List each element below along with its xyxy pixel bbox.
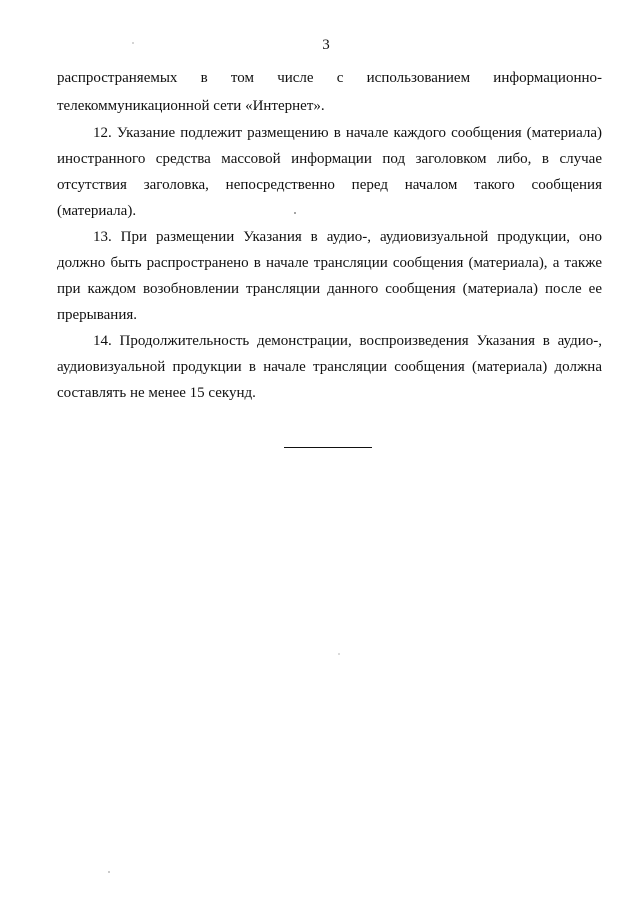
paragraph-line: распространяемых в том числе с использованием информационно-	[57, 70, 602, 86]
paragraph-14-line: 14. Продолжительность демонстрации, воспроизведения Указания в аудио-,	[93, 333, 602, 349]
paragraph-12-line: иностранного средства массовой информации под заголовком либо, в случае	[57, 151, 602, 167]
scan-speck	[108, 871, 110, 873]
paragraph-13-line: прерывания.	[57, 307, 138, 323]
paragraph-12-line: отсутствия заголовка, непосредственно перед началом такого сообщения	[57, 177, 602, 193]
paragraph-12-line: 12. Указание подлежит размещению в начале каждого сообщения (материала)	[93, 125, 602, 141]
end-separator-line	[284, 447, 372, 448]
paragraph-13-line: при каждом возобновлении трансляции данного сообщения (материала) после ее	[57, 281, 602, 297]
paragraph-14-line: составлять не менее 15 секунд.	[57, 385, 256, 401]
scan-speck	[132, 42, 134, 44]
page-number: 3	[322, 37, 330, 53]
paragraph-line: телекоммуникационной сети «Интернет».	[57, 98, 325, 114]
scan-speck	[338, 653, 340, 655]
paragraph-13-line: 13. При размещении Указания в аудио-, аудиовизуальной продукции, оно	[93, 229, 602, 245]
paragraph-14-line: аудиовизуальной продукции в начале трансляции сообщения (материала) должна	[57, 359, 602, 375]
scan-speck	[294, 212, 296, 214]
paragraph-13-line: должно быть распространено в начале трансляции сообщения (материала), а также	[57, 255, 602, 271]
paragraph-12-line: (материала).	[57, 203, 137, 219]
